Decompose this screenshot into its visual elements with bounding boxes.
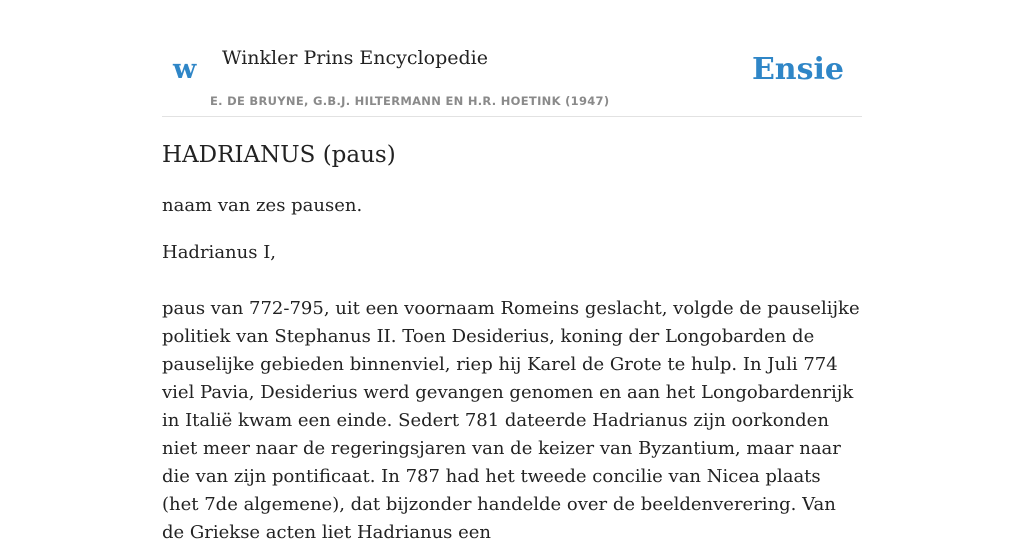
source-authors: E. DE BRUYNE, G.B.J. HILTERMANN EN H.R. HOETINK (1947) [210,94,610,108]
article-title: HADRIANUS (paus) [162,142,396,168]
header [162,0,862,117]
source-title[interactable]: Winkler Prins Encyclopedie [222,47,488,69]
source-logo[interactable]: w [173,54,197,85]
brand-logo[interactable]: Ensie [751,52,844,87]
article [162,116,862,547]
article-body: paus van 772-795, uit een voornaam Romeins geslacht, volgde de pauselijke politiek van Stephanus II. Toen Desiderius, koning der Longobarden de pauselijke gebieden binnenviel, riep hij Karel de Grote te hulp. In Juli 774 viel Pavia, Desiderius werd gevangen genomen en aan het Longobardenrijk in Italië kwam een einde. Sedert 781 dateerde Hadrianus zijn oorkonden niet meer naar de regeringsjaren van de keizer van Byzantium, maar naar die van zijn pontificaat. In 787 had het tweede concilie van Nicea plaats (het 7de algemene), dat bijzonder handelde over de beeldenverering. Van de Griekse acten liet Hadrianus een [162,298,860,543]
article-subheading: Hadrianus I, [162,242,277,263]
article-intro: naam van zes pausen. [162,195,363,216]
